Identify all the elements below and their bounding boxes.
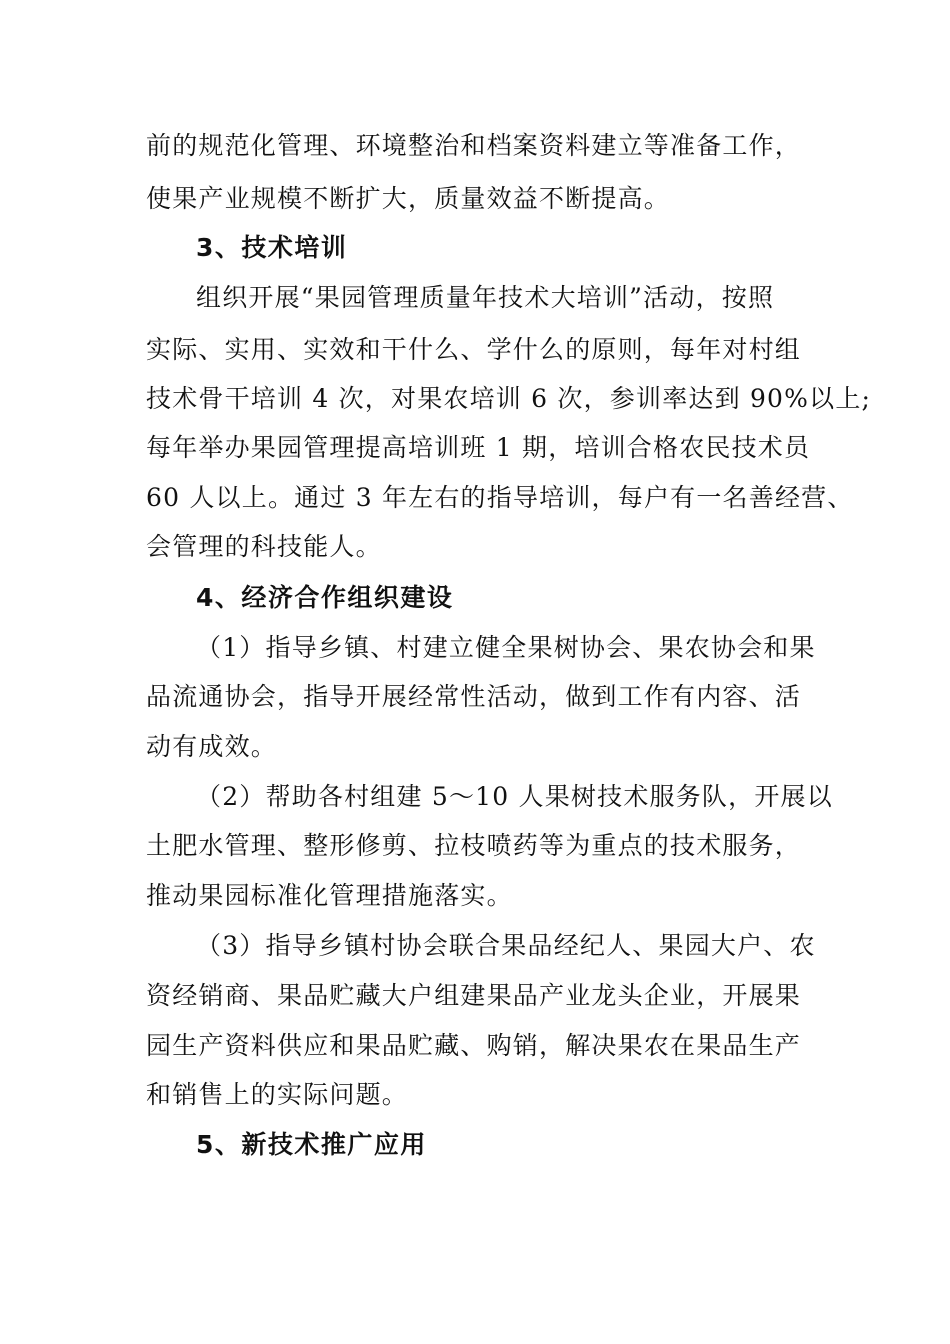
body-text-line: （3）指导乡镇村协会联合果品经纪人、果园大户、农 (196, 931, 816, 960)
section-heading-new-technology: 5、新技术推广应用 (196, 1130, 427, 1159)
body-text-line: 和销售上的实际问题。 (146, 1080, 409, 1109)
body-text-line: 动有成效。 (146, 732, 278, 761)
body-text-line: 园生产资料供应和果品贮藏、购销，解决果农在果品生产 (146, 1031, 802, 1060)
body-text-line: 实际、实用、实效和干什么、学什么的原则，每年对村组 (146, 335, 802, 364)
body-text-line: 资经销商、果品贮藏大户组建果品产业龙头企业，开展果 (146, 981, 802, 1010)
body-text-line: 前的规范化管理、环境整治和档案资料建立等准备工作， (146, 131, 802, 160)
body-text-line: 推动果园标准化管理措施落实。 (146, 881, 513, 910)
body-text-line: 使果产业规模不断扩大，质量效益不断提高。 (146, 184, 671, 213)
body-text-line: 土肥水管理、整形修剪、拉枝喷药等为重点的技术服务， (146, 831, 802, 860)
section-heading-cooperative-organization: 4、经济合作组织建设 (196, 583, 454, 612)
body-text-line: 组织开展“果园管理质量年技术大培训”活动，按照 (196, 283, 775, 312)
body-text-line: 技术骨干培训 4 次，对果农培训 6 次，参训率达到 90%以上; (146, 384, 872, 413)
body-text-line: 每年举办果园管理提高培训班 1 期，培训合格农民技术员 (146, 433, 811, 462)
body-text-line: （1）指导乡镇、村建立健全果树协会、果农协会和果 (196, 633, 816, 662)
body-text-line: 品流通协会，指导开展经常性活动，做到工作有内容、活 (146, 682, 802, 711)
body-text-line: 会管理的科技能人。 (146, 532, 382, 561)
body-text-line: 60 人以上。通过 3 年左右的指导培训，每户有一名善经营、 (146, 483, 854, 512)
body-text-line: （2）帮助各村组建 5～10 人果树技术服务队，开展以 (196, 782, 833, 811)
section-heading-technical-training: 3、技术培训 (196, 233, 348, 262)
